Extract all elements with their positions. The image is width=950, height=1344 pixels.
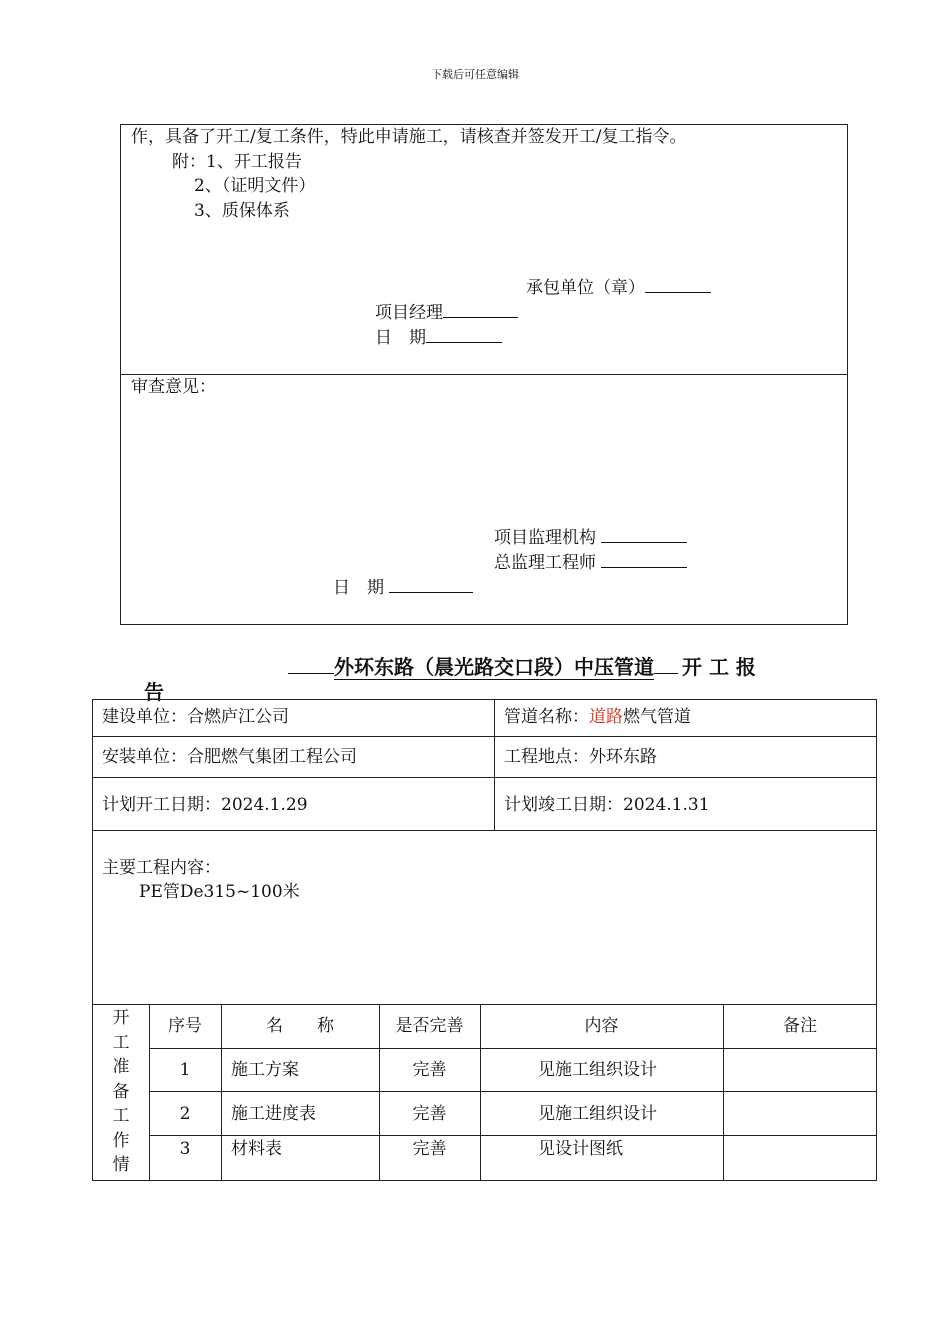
title-leading-blank: [288, 655, 334, 674]
side-char: 作: [112, 1130, 130, 1151]
row-divider: [149, 1091, 877, 1092]
table-row-complete: 完善: [412, 1060, 447, 1080]
row-divider: [92, 736, 877, 737]
application-date: [375, 328, 502, 347]
plan-end-date: 计划竣工日期：2024.1.31: [504, 795, 710, 815]
application-date-line[interactable]: [426, 328, 502, 343]
supervision-agency-line[interactable]: [601, 528, 687, 543]
report-title: [288, 651, 756, 680]
content-label: 主要工程内容：: [102, 858, 221, 878]
side-char: 准: [112, 1057, 130, 1077]
supervision-agency-signature: [494, 528, 687, 547]
chief-supervisor-signature: [494, 553, 687, 572]
row-divider: [149, 1135, 877, 1136]
application-date-label: 日 期: [375, 328, 426, 348]
review-date-label: 日 期: [333, 578, 384, 598]
row-divider: [149, 1048, 877, 1049]
install-unit: 安装单位：合肥燃气集团工程公司: [102, 747, 357, 767]
table-row-name: 材料表: [231, 1139, 282, 1159]
contractor-signature-line[interactable]: [645, 278, 711, 293]
project-manager-signature: [375, 303, 518, 322]
plan-start-date: 计划开工日期：2024.1.29: [102, 795, 308, 815]
attachment-2: 2、（证明文件）: [194, 176, 316, 196]
side-char: 开: [112, 1008, 130, 1028]
review-label: 审查意见：: [131, 377, 216, 397]
location: 工程地点：外环东路: [504, 747, 657, 767]
row-divider: [92, 777, 877, 778]
content-value: PE管De315~100米: [139, 882, 300, 902]
table-row-content: 见设计图纸: [538, 1139, 623, 1159]
title-wrap: 告: [144, 680, 164, 704]
table-row-name: 施工进度表: [231, 1104, 316, 1124]
application-body-line: 作，具备了开工/复工条件，特此申请施工，请核查并签发开工/复工指令。: [131, 127, 687, 147]
attachment-3: 3、质保体系: [194, 201, 290, 221]
build-unit: 建设单位：合燃庐江公司: [102, 707, 289, 727]
col-header-no: 序号: [168, 1016, 202, 1036]
contractor-signature: [526, 278, 711, 297]
side-label: [93, 1006, 149, 1178]
col-header-complete: 是否完善: [395, 1016, 464, 1036]
col-header-content: 内容: [584, 1016, 619, 1036]
chief-supervisor-label: 总监理工程师: [494, 553, 596, 573]
table-row-complete: 完善: [412, 1139, 447, 1159]
table-row-no: 1: [179, 1060, 191, 1080]
table-row-content: 见施工组织设计: [538, 1060, 657, 1080]
row-divider: [92, 830, 877, 831]
contractor-label: 承包单位（章）: [526, 278, 645, 298]
table-row-no: 3: [179, 1139, 191, 1159]
attachment-1: 附：1、开工报告: [172, 152, 302, 172]
review-box: [120, 374, 848, 625]
side-char: 备: [112, 1081, 130, 1102]
title-suffix: 开 工 报: [682, 655, 756, 679]
project-manager-label: 项目经理: [375, 303, 443, 323]
project-manager-line[interactable]: [443, 303, 518, 318]
title-main: 外环东路（晨光路交口段）中压管道: [334, 655, 654, 679]
table-row-name: 施工方案: [231, 1060, 299, 1080]
table-row-content: 见施工组织设计: [538, 1104, 657, 1124]
pipe-name-highlight: 道路: [589, 707, 623, 727]
col-header-name: 名 称: [266, 1016, 334, 1036]
side-char: 工: [112, 1032, 130, 1053]
pipe-name: [504, 709, 691, 726]
chief-supervisor-line[interactable]: [601, 553, 687, 568]
row-divider: [92, 1004, 877, 1005]
side-char: 情: [112, 1155, 130, 1175]
side-char: 工: [112, 1106, 130, 1126]
header-note: 下载后可任意编辑: [431, 68, 519, 81]
review-date-line[interactable]: [389, 578, 473, 593]
supervision-agency-label: 项目监理机构: [494, 528, 596, 548]
col-divider: [494, 699, 495, 830]
review-date: [333, 578, 473, 597]
pipe-name-rest: 燃气管道: [623, 707, 691, 727]
pipe-name-label: 管道名称：: [504, 707, 589, 727]
title-trailing-blank: [654, 655, 678, 674]
col-header-remark: 备注: [783, 1016, 817, 1036]
table-row-no: 2: [179, 1104, 191, 1124]
table-row-complete: 完善: [412, 1104, 447, 1124]
